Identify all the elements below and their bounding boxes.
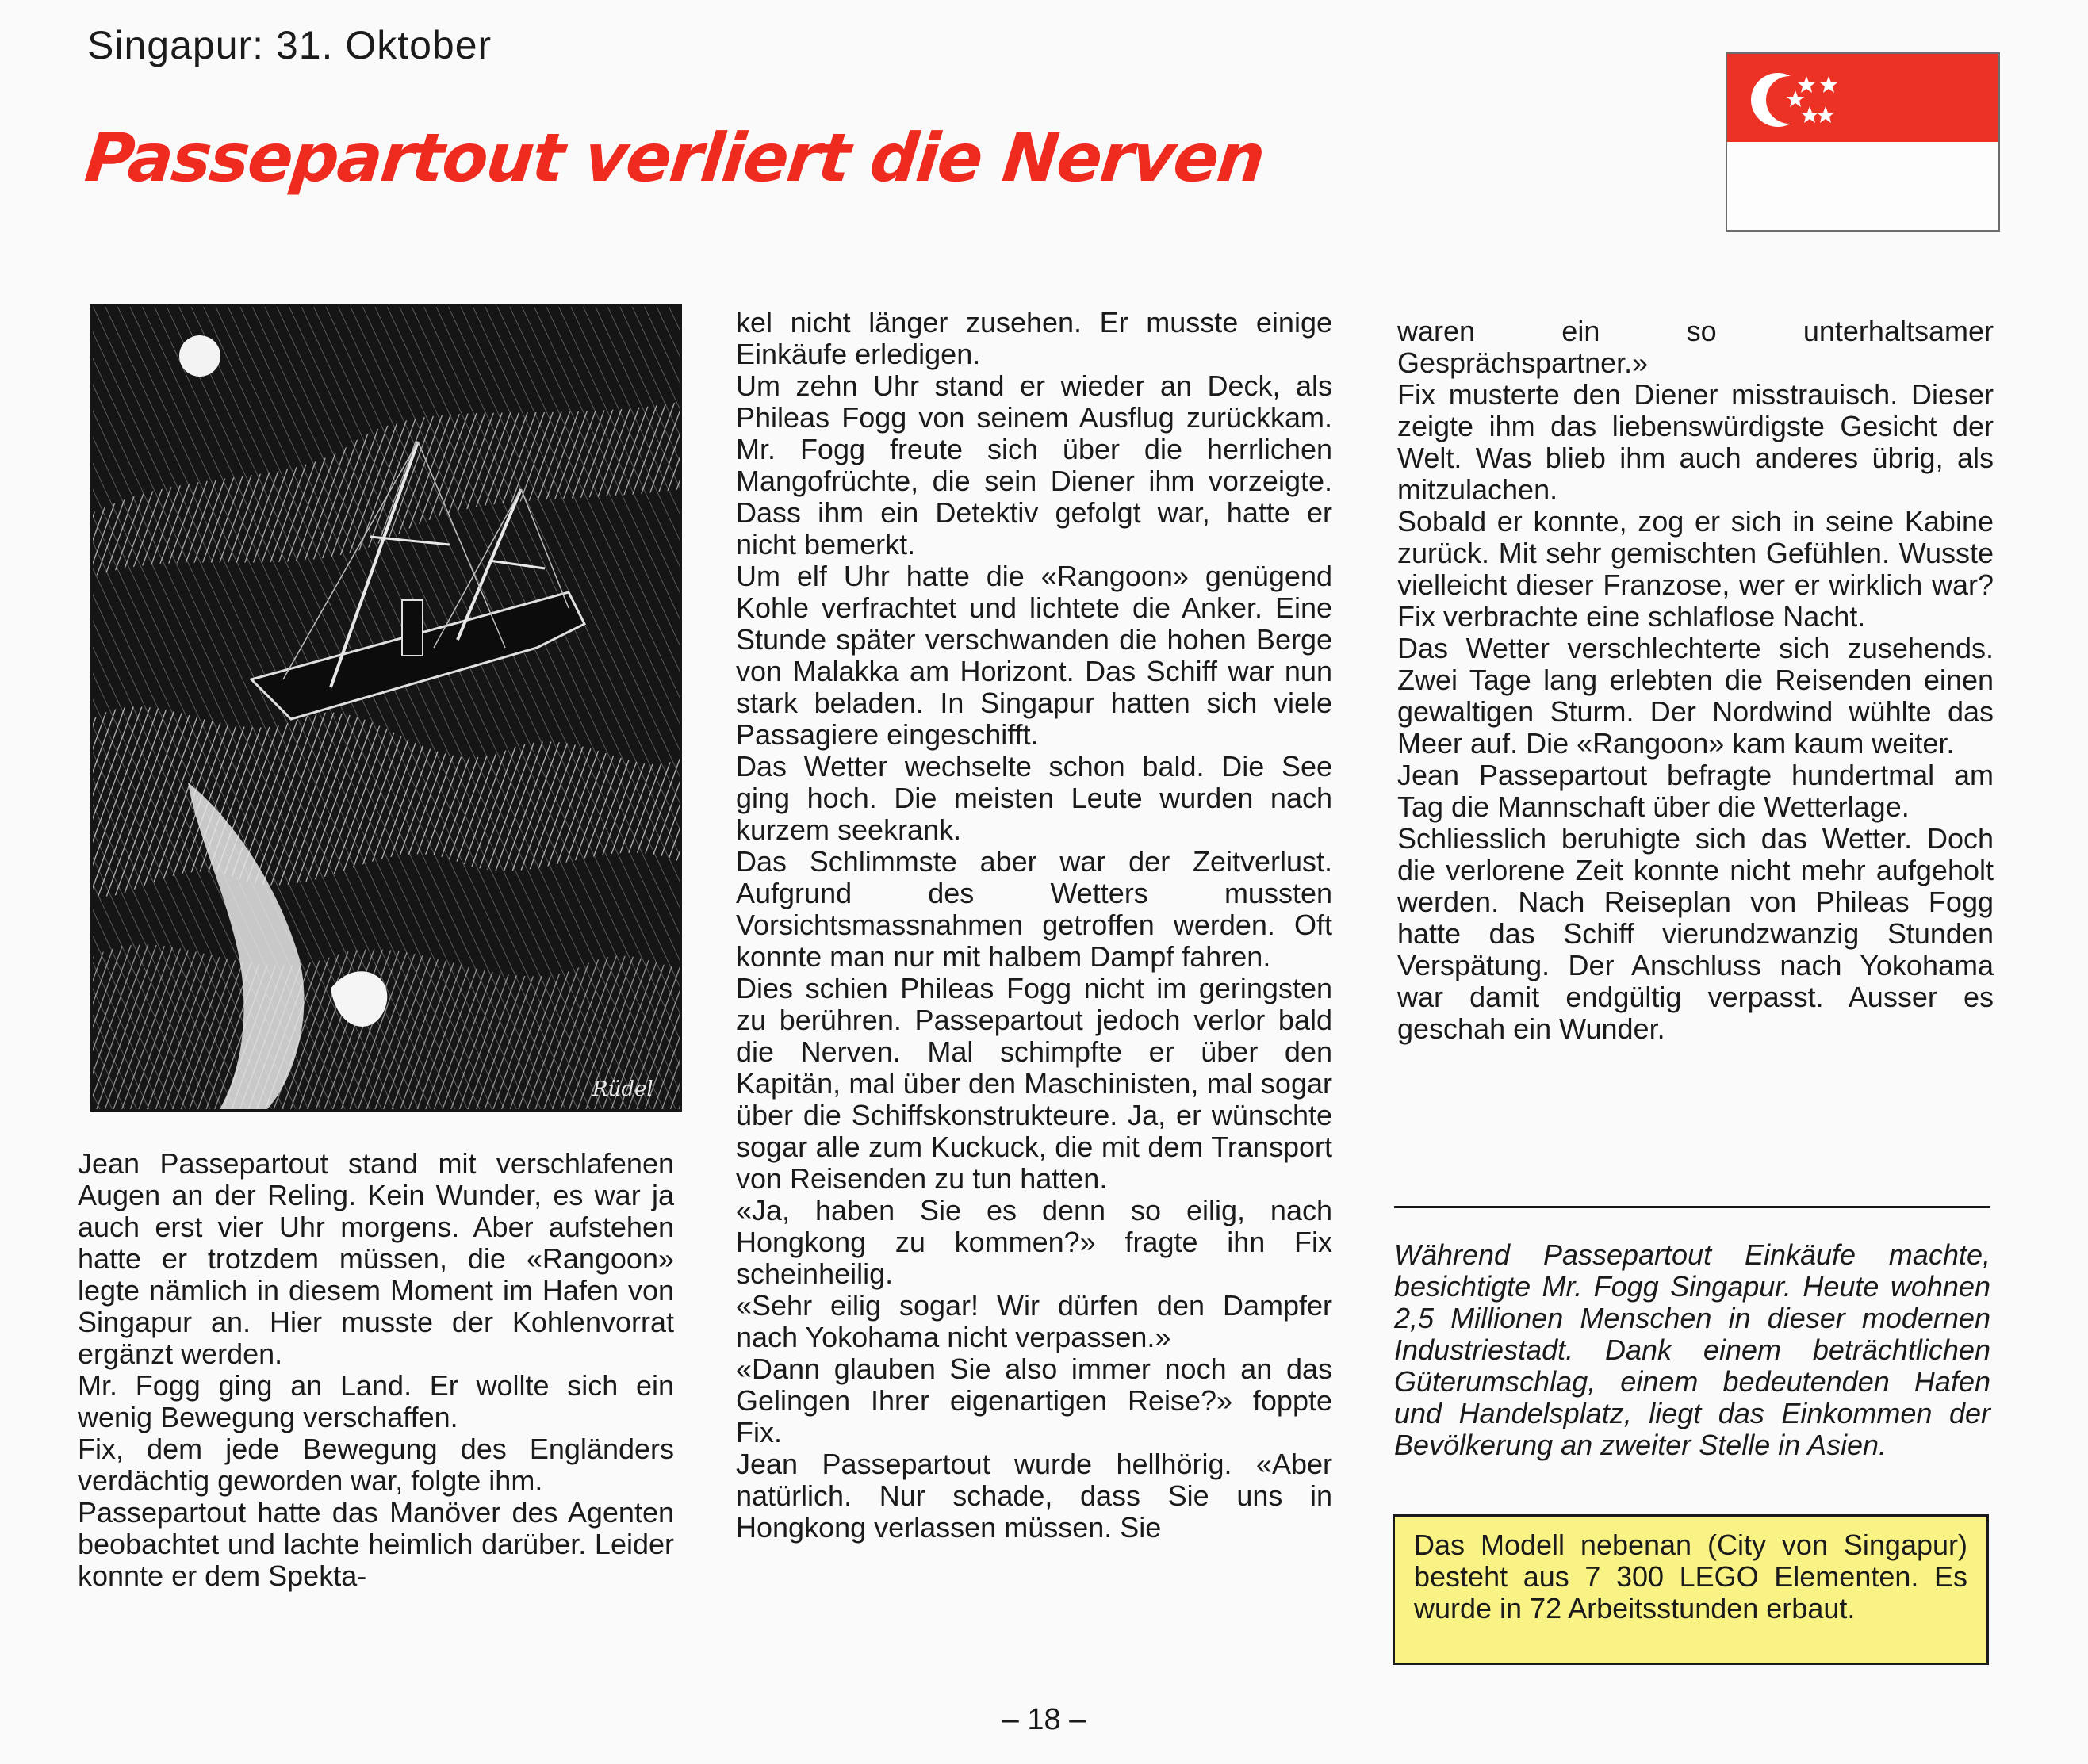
article-column-left xyxy=(78,1148,674,1592)
lego-model-infobox xyxy=(1393,1514,1989,1665)
paragraph: «Dann glauben Sie also immer noch an das Gelingen Ihrer eigenartigen Reise?» foppte Fix. xyxy=(736,1353,1332,1448)
paragraph: «Ja, haben Sie es denn so eilig, nach Hongkong zu kommen?» fragte ihn Fix scheinheilig. xyxy=(736,1194,1332,1290)
paragraph: Passepartout hatte das Manöver des Agenten beobachtet und lachte heimlich darüber. Leider konnte er dem Spekta- xyxy=(78,1496,674,1592)
crescent-stars-icon xyxy=(1727,54,2000,232)
paragraph: Das Wetter wechselte schon bald. Die See ging hoch. Die meisten Leute wurden nach kurzem seekrank. xyxy=(736,750,1332,846)
paragraph: Dies schien Phileas Fogg nicht im geringsten zu berühren. Passepartout jedoch verlor bald die Nerven. Mal schimpfte er über den Kapitän, mal über den Maschinisten, mal sogar über die Schiffskonstrukteure. Ja, er wünschte sogar alle zum Kuckuck, die mit dem Transport von Reisenden zu tun hatten. xyxy=(736,972,1332,1195)
paragraph: «Sehr eilig sogar! Wir dürfen den Dampfer nach Yokohama nicht verpassen.» xyxy=(736,1289,1332,1353)
paragraph: Jean Passepartout wurde hellhörig. «Aber natürlich. Nur schade, dass Sie uns in Hongkong verlassen müssen. Sie xyxy=(736,1448,1332,1544)
paragraph: Um elf Uhr hatte die «Rangoon» genügend Kohle verfrachtet und lichtete die Anker. Eine Stunde später verschwanden die hohen Berge von Malakka am Horizont. Das Schiff war nun stark beladen. In Singapur hatten sich viele Passagiere eingeschifft. xyxy=(736,560,1332,751)
page-number: – 18 – xyxy=(1002,1703,1086,1736)
paragraph: Das Schlimmste aber war der Zeitverlust. Aufgrund des Wetters mussten Vorsichtsmassnahmen getroffen werden. Oft konnte man nur mit halbem Dampf fahren. xyxy=(736,845,1332,973)
dateline: Singapur: 31. Oktober xyxy=(87,23,492,67)
paragraph: Fix, dem jede Bewegung des Engländers verdächtig geworden war, folgte ihm. xyxy=(78,1433,674,1497)
headline: Passepartout verliert die Nerven xyxy=(81,119,1268,197)
article-column-middle xyxy=(736,307,1332,1544)
paragraph: Mr. Fogg ging an Land. Er wollte sich ein wenig Bewegung verschaffen. xyxy=(78,1369,674,1433)
paragraph: Sobald er konnte, zog er sich in seine Kabine zurück. Mit sehr gemischten Gefühlen. Wusste vielleicht dieser Franzose, wer er wirklich war? Fix verbrachte eine schlaflose Nacht. xyxy=(1397,505,1994,633)
section-divider xyxy=(1394,1206,1990,1208)
paragraph: Jean Passepartout befragte hundertmal am Tag die Mannschaft über die Wetterlage. xyxy=(1397,759,1994,823)
illustration-signature: Rüdel xyxy=(592,1077,653,1101)
sidebar-note: Während Passepartout Einkäufe machte, besichtigte Mr. Fogg Singapur. Heute wohnen 2,5 Millionen Menschen in dieser modernen Industriestadt. Dank einem beträchtlichen Güterumschlag, einem bedeutenden Hafen und Handelsplatz, liegt das Einkommen der Bevölkerung an zweiter Stelle in Asien. xyxy=(1394,1238,1990,1461)
ship-illustration-drawing xyxy=(93,307,680,1109)
paragraph: waren ein so unterhaltsamer Gesprächspartner.» xyxy=(1397,315,1994,379)
paragraph: Um zehn Uhr stand er wieder an Deck, als Phileas Fogg von seinem Ausflug zurückkam. Mr. Fogg freute sich über die herrlichen Mangofrüchte, die sein Diener ihm vorzeigte. Dass ihm ein Detektiv gefolgt war, hatte er nicht bemerkt. xyxy=(736,369,1332,561)
paragraph: Fix musterte den Diener misstrauisch. Dieser zeigte ihm das liebenswürdigste Gesicht der Welt. Was blieb ihm auch anderes übrig, als mitzulachen. xyxy=(1397,378,1994,506)
singapore-flag xyxy=(1726,52,2000,232)
paragraph: kel nicht länger zusehen. Er musste einige Einkäufe erledigen. xyxy=(736,306,1332,370)
paragraph: Jean Passepartout stand mit verschlafenen Augen an der Reling. Kein Wunder, es war ja auch erst vier Uhr morgens. Aber aufstehen hatte er trotzdem müssen, die «Rangoon» legte nämlich in diesem Moment im Hafen von Singapur an. Hier musste der Kohlenvorrat ergänzt werden. xyxy=(78,1147,674,1370)
paragraph: Schliesslich beruhigte sich das Wetter. Doch die verlorene Zeit konnte nicht mehr aufgeholt werden. Nach Reiseplan von Phileas Fogg hatte das Schiff vierundzwanzig Stunden Verspätung. Der Anschluss nach Yokohama war damit endgültig verpasst. Ausser es geschah ein Wunder. xyxy=(1397,822,1994,1045)
paragraph: Das Wetter verschlechterte sich zusehends. Zwei Tage lang erlebten die Reisenden einen gewaltigen Sturm. Der Nordwind wühlte das Meer auf. Die «Rangoon» kam kaum weiter. xyxy=(1397,632,1994,760)
infobox-text: Das Modell nebenan (City von Singapur) besteht aus 7 300 LEGO Elementen. Es wurde in 72 Arbeitsstunden erbaut. xyxy=(1414,1529,1967,1624)
moon-icon xyxy=(179,335,220,377)
article-column-right xyxy=(1397,316,1994,1045)
ship-storm-illustration xyxy=(90,304,682,1112)
